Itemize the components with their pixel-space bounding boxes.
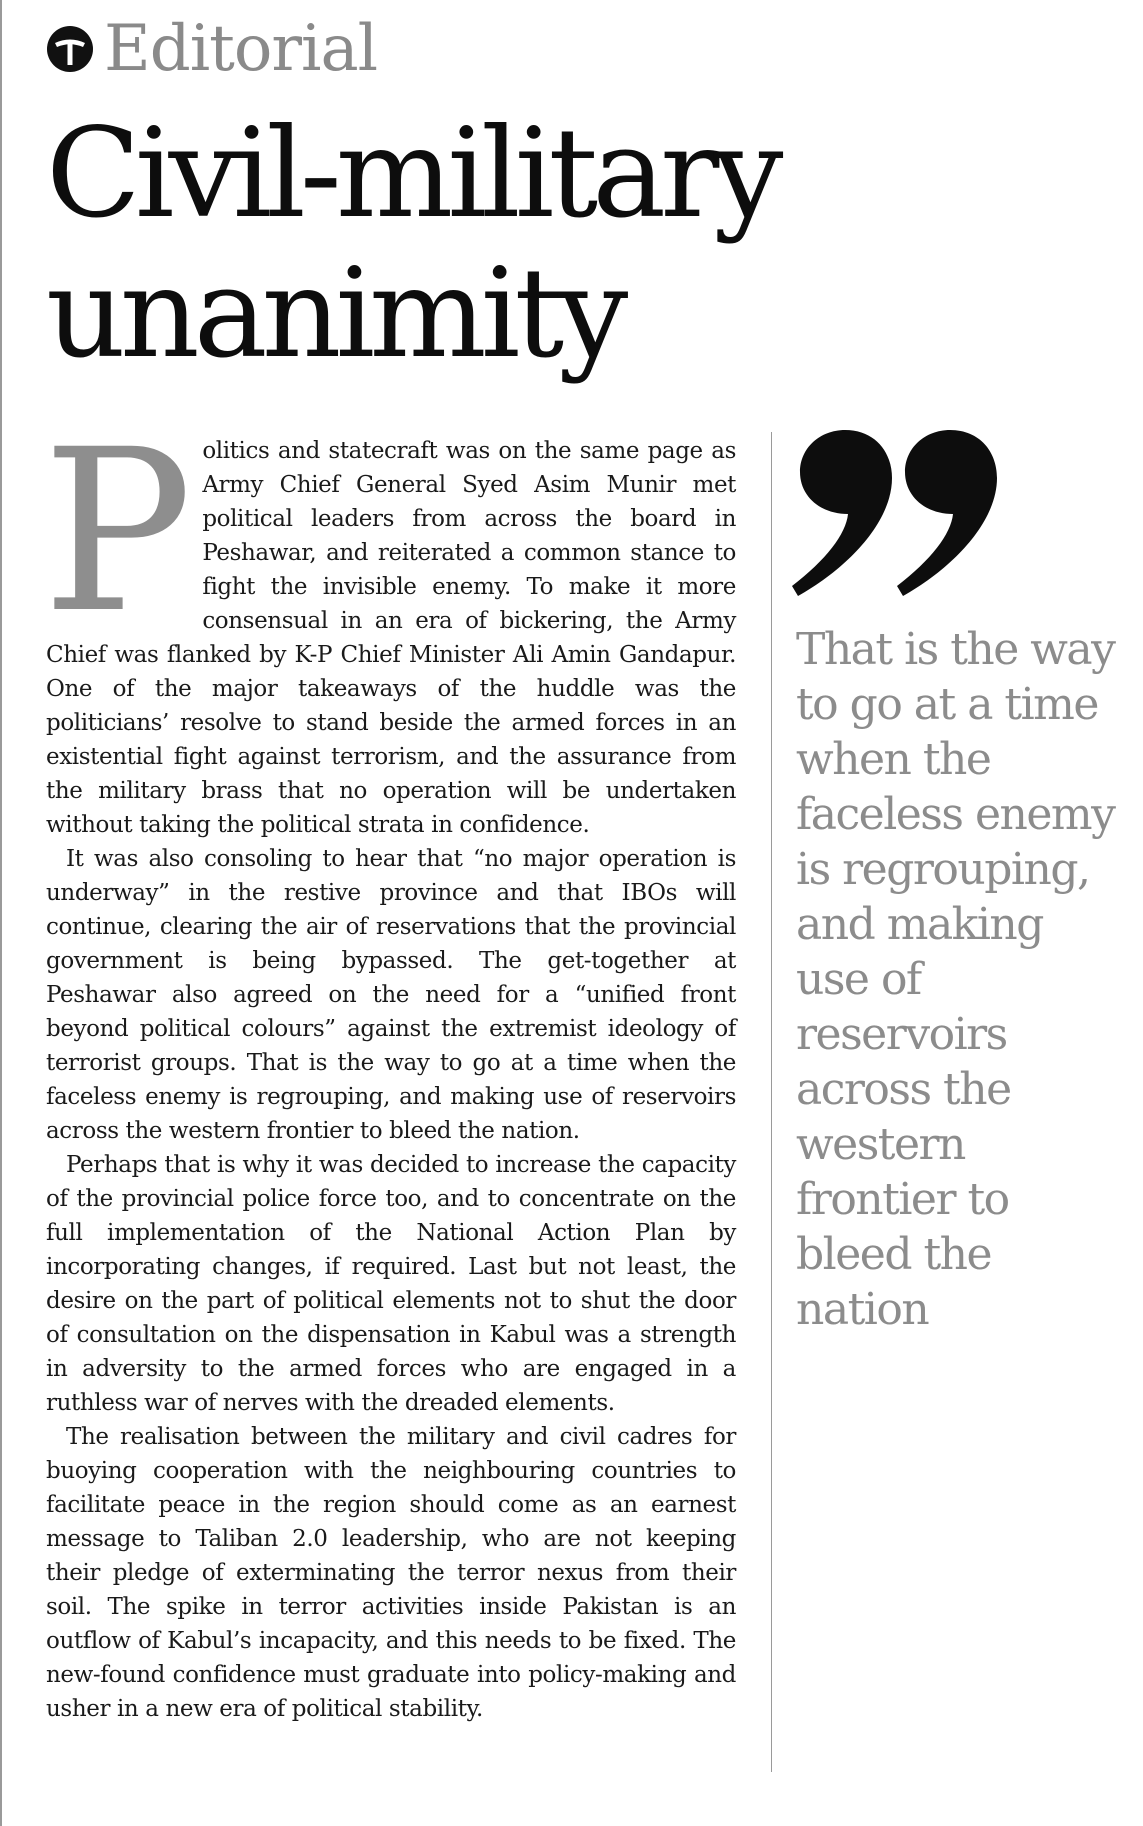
article-paragraph: [42, 401, 736, 842]
article-paragraph: The realisation between the military and civil cadres for buoying cooperation with the neighbouring countries to facilitate peace in the region should come as an earnest message to Taliban 2.0 leadership, who are not keeping their pledge of exterminating the terror nexus from their soil. The spike in terror activities inside Pakistan is an outflow of Kabul’s incapacity, and this needs to be fixed. The new-found confidence must graduate into policy-making and usher in a new era of political stability.: [46, 1424, 736, 1722]
drop-cap: P: [42, 401, 193, 662]
article-paragraph: It was also consoling to hear that “no major operation is underway” in the restive province and that IBOs will continue, clearing the air of reservations that the provincial government is being bypassed. The get-together at Peshawar also agreed on the need for a “unified front beyond political colours” against the extremist ideology of terrorist groups. That is the way to go at a time when the faceless enemy is regrouping, and making use of reservoirs across the western frontier to bleed the nation.: [46, 846, 736, 1144]
t-logo-icon: [46, 25, 94, 73]
article-paragraph: Perhaps that is why it was decided to increase the capacity of the provincial police force too, and to concentrate on the full implementation of the National Action Plan by incorporating changes, if required. Last but not least, the desire on the part of political elements not to shut the door of consultation on the dispensation in Kabul was a strength in adversity to the armed forces who are engaged in a ruthless war of nerves with the dreaded elements.: [46, 1152, 736, 1416]
column-divider: [771, 432, 772, 1772]
section-title: Editorial: [104, 12, 378, 86]
section-header: [46, 12, 377, 86]
closing-quote-icon: [790, 430, 1000, 600]
page-left-border: [0, 0, 2, 1826]
article-body: [42, 401, 736, 1726]
headline: Civil-military unanimity: [46, 102, 778, 386]
paragraph-text: olitics and statecraft was on the same page as Army Chief General Syed Asim Munir met political leaders from across the board in Peshawar, and reiterated a common stance to fight the invisible enemy. To make it more consensual in an era of bickering, the Army Chief was flanked by K-P Chief Minister Ali Amin Gandapur. One of the major takeaways of the huddle was the politicians’ resolve to stand beside the armed forces in an existential fight against terrorism, and the assurance from the military brass that no operation will be undertaken without taking the political strata in confidence.: [46, 438, 736, 838]
pull-quote-text: That is the way to go at a time when the faceless enemy is regrouping, and making use of reservoirs across the western frontier to bleed the nation: [796, 624, 1115, 1335]
